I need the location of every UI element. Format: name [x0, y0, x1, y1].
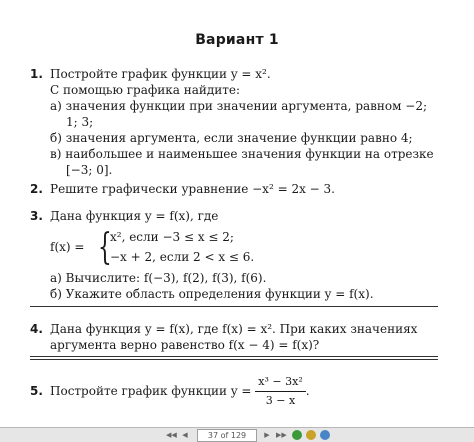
viewer-statusbar	[0, 427, 474, 442]
task-3	[30, 208, 218, 224]
piecewise-lhs: f(x) =	[50, 240, 85, 254]
task-number: 5.	[30, 384, 43, 398]
task-text: б) значения аргумента, если значение функции равно 4;	[50, 131, 413, 145]
page-indicator[interactable]: 37 of 129	[197, 429, 257, 442]
task-text: Постройте график функции y =	[50, 384, 252, 398]
task-text: Решите графически уравнение −x² = 2x − 3.	[50, 182, 335, 196]
task-number: 1.	[30, 67, 43, 81]
first-page-icon[interactable]: ◀◀	[166, 431, 177, 439]
task-number: 4.	[30, 322, 43, 336]
task-text: б) Укажите область определения функции y = f(x).	[50, 287, 374, 301]
task-text: в) наибольшее и наименьшее значения функции на отрезке	[50, 147, 434, 161]
task-number: 3.	[30, 209, 43, 223]
task-4	[30, 321, 417, 353]
divider	[30, 306, 438, 307]
next-page-icon[interactable]: ▶	[264, 431, 270, 439]
task-3-parts	[30, 270, 374, 302]
task-text: Постройте график функции y = x².	[50, 67, 271, 81]
piecewise-case-2: −x + 2, если 2 < x ≤ 6.	[110, 250, 255, 264]
prev-page-icon[interactable]: ◀	[182, 431, 188, 439]
task-text: 1; 3;	[66, 115, 94, 129]
task-text: а) Вычислите: f(−3), f(2), f(3), f(6).	[50, 271, 267, 285]
fraction-tail: .	[305, 384, 310, 398]
double-divider	[30, 356, 438, 360]
task-2	[30, 181, 335, 197]
task-5	[30, 374, 310, 409]
zoom-icon[interactable]	[306, 430, 316, 440]
task-text: С помощью графика найдите:	[50, 83, 241, 97]
piecewise-case-1: x², если −3 ≤ x ≤ 2;	[110, 230, 234, 244]
task-text: а) значения функции при значении аргумента, равном −2;	[50, 99, 428, 113]
task-number: 2.	[30, 182, 43, 196]
fit-icon[interactable]	[320, 430, 330, 440]
fraction-denominator: 3 − x	[265, 394, 296, 407]
task-text: Дана функция y = f(x), где f(x) = x². При каких значениях	[50, 322, 418, 336]
fraction-numerator: x³ − 3x²	[255, 374, 305, 392]
task-1	[30, 66, 434, 178]
task-text: аргумента верно равенство f(x − 4) = f(x)?	[50, 338, 320, 352]
task-text: [−3; 0].	[66, 163, 113, 177]
curly-brace-icon: {	[98, 227, 112, 268]
fraction	[255, 374, 305, 409]
last-page-icon[interactable]: ▶▶	[276, 431, 287, 439]
go-icon[interactable]	[292, 430, 302, 440]
variant-title: Вариант 1	[195, 32, 279, 48]
task-text: Дана функция y = f(x), где	[50, 209, 219, 223]
